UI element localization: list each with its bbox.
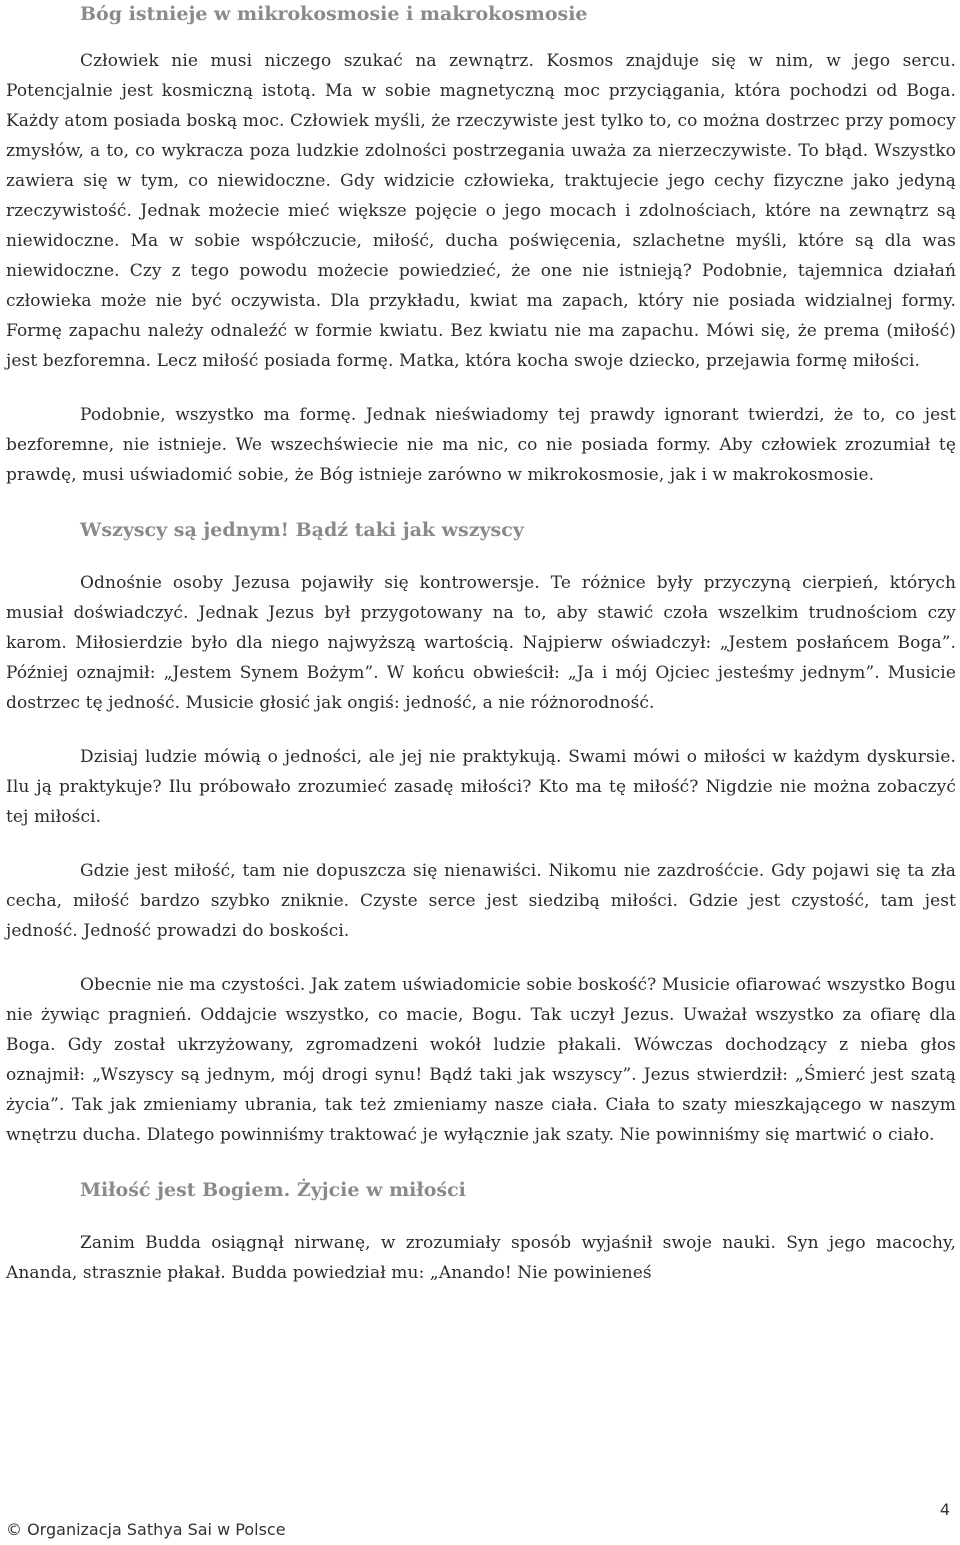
paragraph: Dzisiaj ludzie mówią o jedności, ale jej nie praktykują. Swami mówi o miłości w każdym dyskursie. Ilu ją praktykuje? Ilu próbowało zrozumieć zasadę miłości? Kto ma tę miłość? Nigdzie nie można zobaczyć tej miłości.	[6, 747, 956, 827]
section-heading: Wszyscy są jednym! Bądź taki jak wszyscy	[80, 519, 524, 541]
page-number: 4	[939, 1500, 950, 1519]
document-content	[6, 0, 956, 1288]
section-heading: Miłość jest Bogiem. Żyjcie w miłości	[80, 1179, 466, 1201]
paragraph: Podobnie, wszystko ma formę. Jednak nieświadomy tej prawdy ignorant twierdzi, że to, co jest bezforemne, nie istnieje. We wszechświecie nie ma nic, co nie posiada formy. Aby człowiek zrozumiał tę prawdę, musi uświadomić sobie, że Bóg istnieje zarówno w mikrokosmosie, jak i w makrokosmosie.	[6, 405, 956, 485]
paragraph: Gdzie jest miłość, tam nie dopuszcza się nienawiści. Nikomu nie zazdrośćcie. Gdy pojawi się ta zła cecha, miłość bardzo szybko zniknie. Czyste serce jest siedzibą miłości. Gdzie jest czystość, tam jest jedność. Jedność prowadzi do boskości.	[6, 861, 956, 941]
paragraph: Zanim Budda osiągnął nirwanę, w zrozumiały sposób wyjaśnił swoje nauki. Syn jego macochy, Ananda, strasznie płakał. Budda powiedział mu: „Anando! Nie powinieneś	[6, 1233, 956, 1283]
footer-copyright: © Organizacja Sathya Sai w Polsce	[6, 1520, 286, 1539]
paragraph: Obecnie nie ma czystości. Jak zatem uświadomicie sobie boskość? Musicie ofiarować wszystko Bogu nie żywiąc pragnień. Oddajcie wszystko, co macie, Bogu. Tak uczył Jezus. Uważał wszystko za ofiarę dla Boga. Gdy został ukrzyżowany, zgromadzeni wokół ludzie płakali. Wówczas dochodzący z nieba głos oznajmił: „Wszyscy są jednym, mój drogi synu! Bądź taki jak wszyscy”. Jezus stwierdził: „Śmierć jest szatą życia”. Tak jak zmieniamy ubrania, tak też zmieniamy nasze ciała. Ciała to szaty mieszkającego w naszym wnętrzu ducha. Dlatego powinniśmy traktować je wyłącznie jak szaty. Nie powinniśmy się martwić o ciało.	[6, 975, 956, 1145]
paragraph: Człowiek nie musi niczego szukać na zewnątrz. Kosmos znajduje się w nim, w jego sercu. Potencjalnie jest kosmiczną istotą. Ma w sobie magnetyczną moc przyciągania, która pochodzi od Boga. Każdy atom posiada boską moc. Człowiek myśli, że rzeczywiste jest tylko to, co można dostrzec przy pomocy zmysłów, a to, co wykracza poza ludzkie zdolności postrzegania uważa za nierzeczywiste. To błąd. Wszystko zawiera się w tym, co niewidoczne. Gdy widzicie człowieka, traktujecie jego cechy fizyczne jako jedyną rzeczywistość. Jednak możecie mieć większe pojęcie o jego mocach i zdolnościach, które na zewnątrz są niewidoczne. Ma w sobie współczucie, miłość, ducha poświęcenia, szlachetne myśli, które są dla was niewidoczne. Czy z tego powodu możecie powiedzieć, że one nie istnieją? Podobnie, tajemnica działań człowieka może nie być oczywista. Dla przykładu, kwiat ma zapach, który nie posiada widzialnej formy. Formę zapachu należy odnaleźć w formie kwiatu. Bez kwiatu nie ma zapachu. Mówi się, że prema (miłość) jest bezforemna. Lecz miłość posiada formę. Matka, która kocha swoje dziecko, przejawia formę miłości.	[6, 51, 956, 371]
section-heading: Bóg istnieje w mikrokosmosie i makrokosmosie	[80, 3, 588, 25]
paragraph: Odnośnie osoby Jezusa pojawiły się kontrowersje. Te różnice były przyczyną cierpień, których musiał doświadczyć. Jednak Jezus był przygotowany na to, aby stawić czoła wszelkim trudnościom czy karom. Miłosierdzie było dla niego najwyższą wartością. Najpierw oświadczył: „Jestem posłańcem Boga”. Później oznajmił: „Jestem Synem Bożym”. W końcu obwieścił: „Ja i mój Ojciec jesteśmy jednym”. Musicie dostrzec tę jedność. Musicie głosić jak ongiś: jedność, a nie różnorodność.	[6, 573, 956, 713]
